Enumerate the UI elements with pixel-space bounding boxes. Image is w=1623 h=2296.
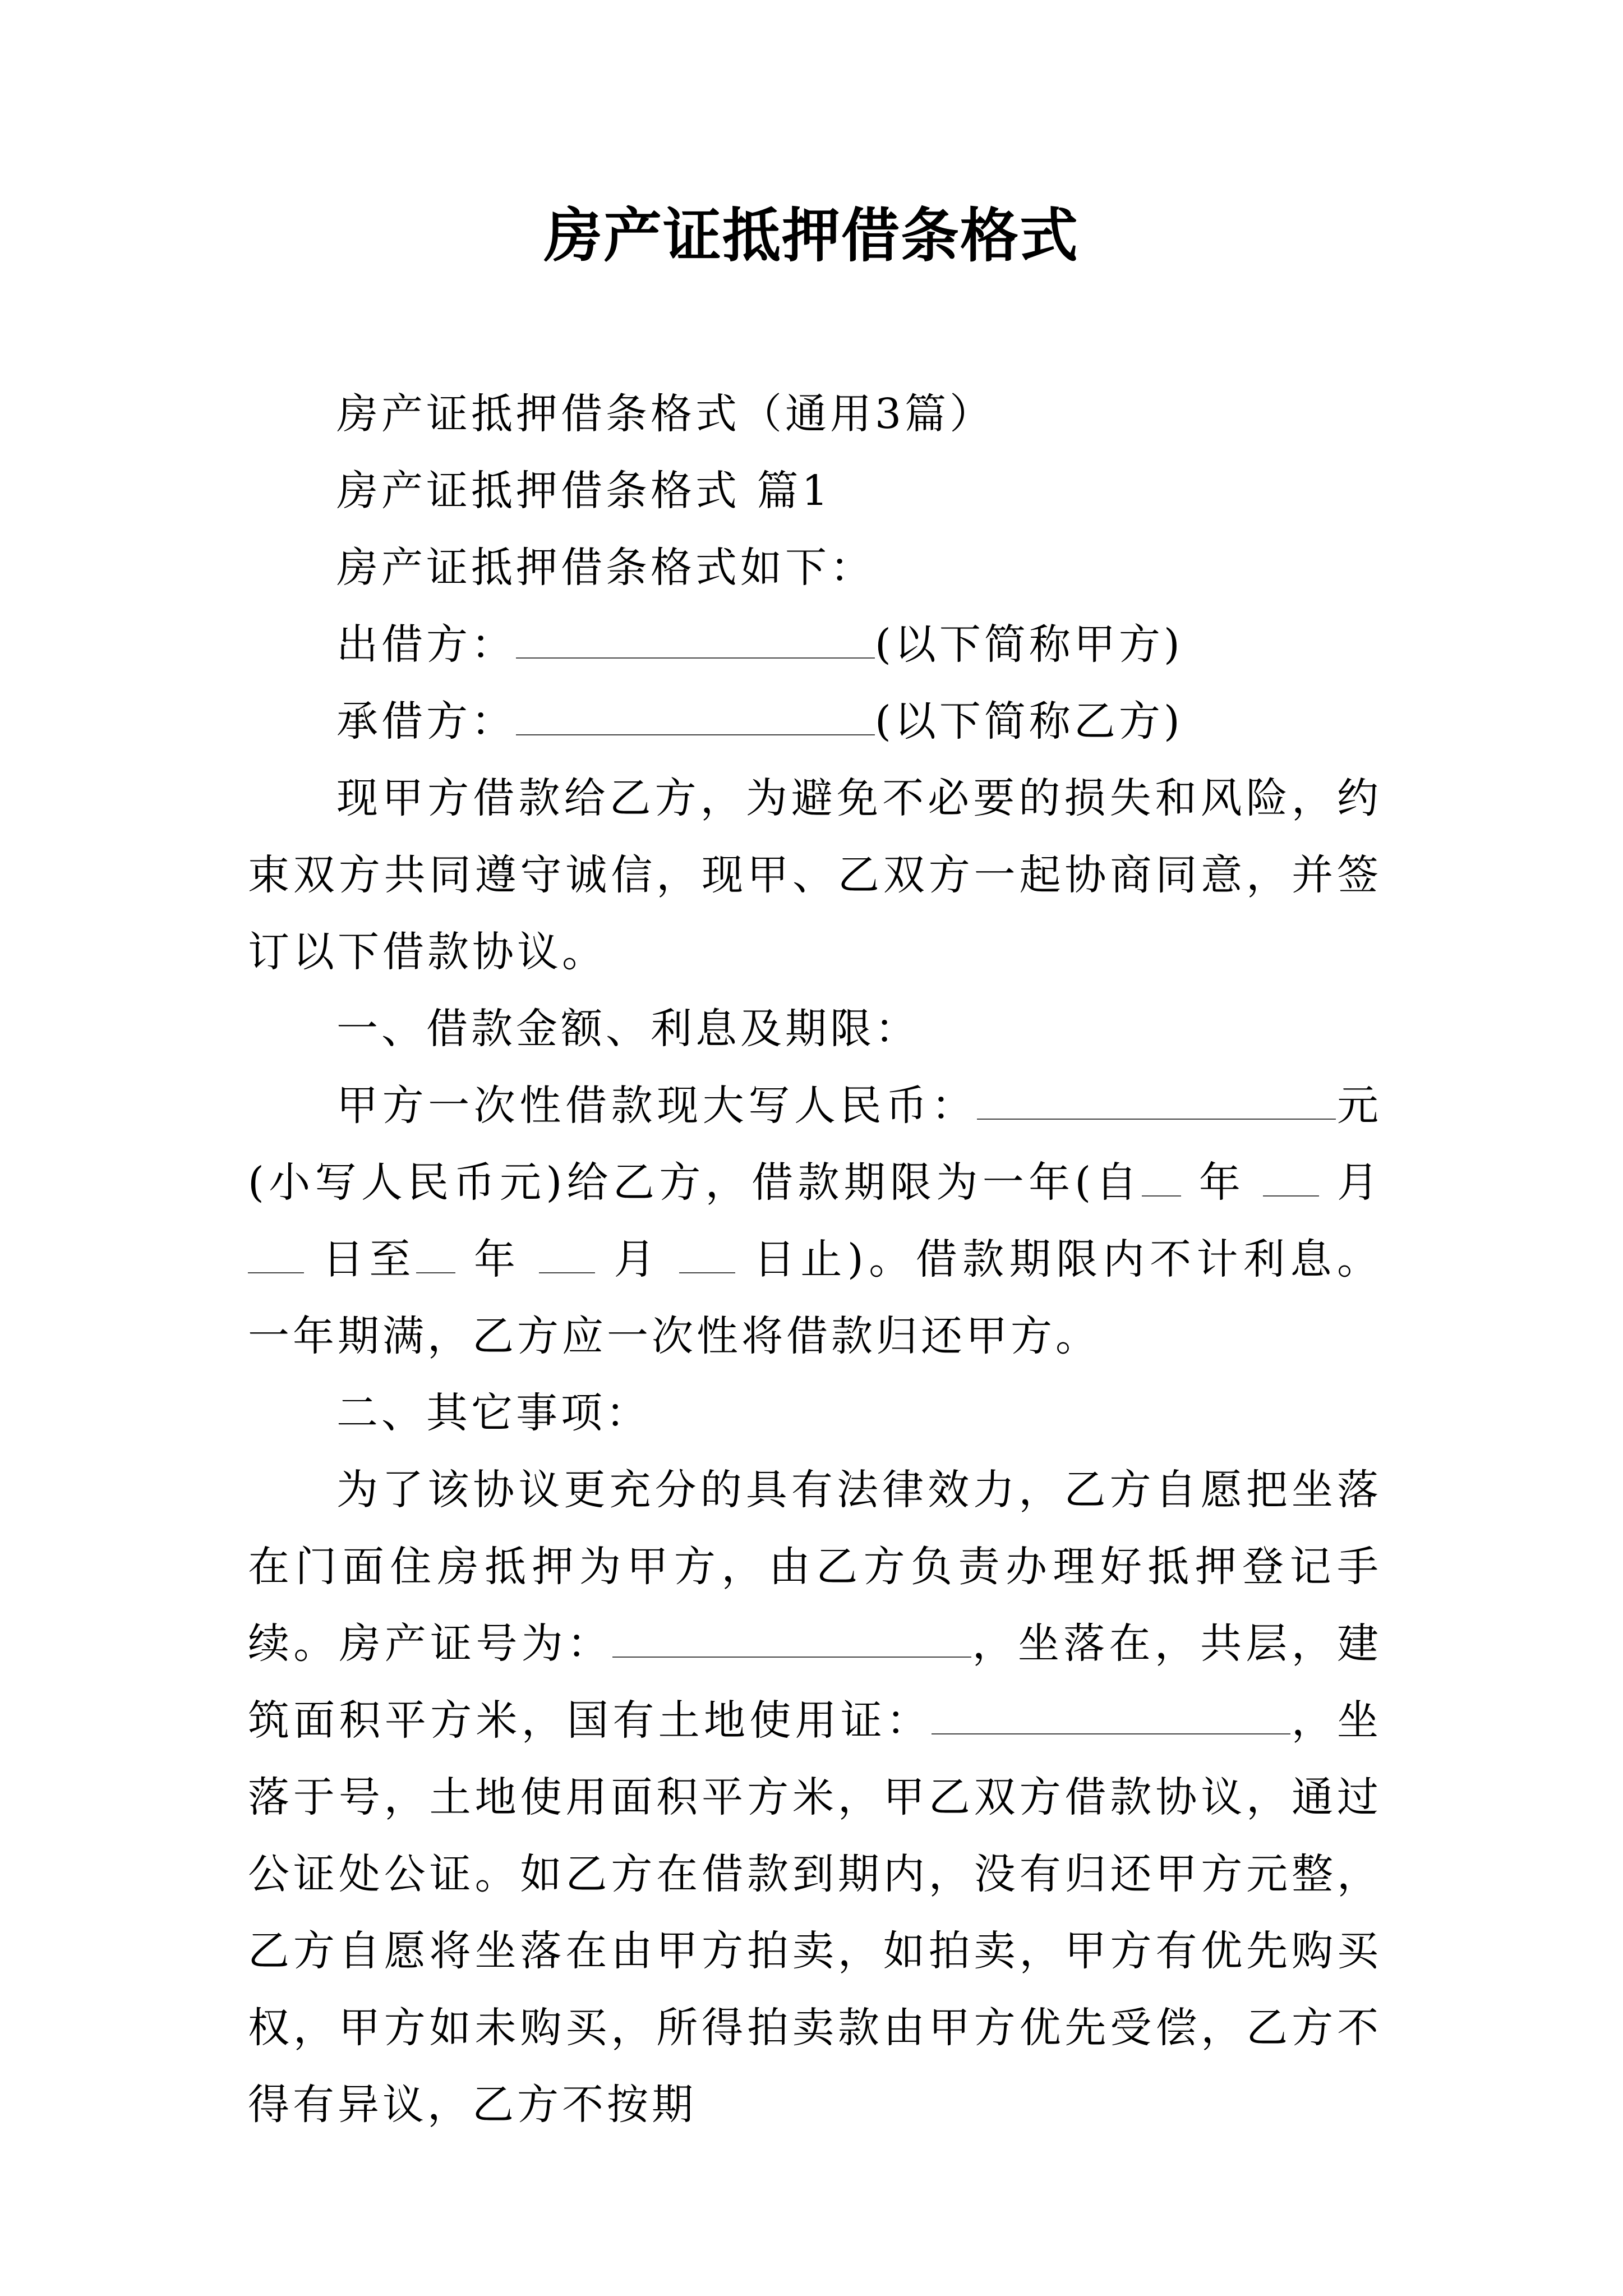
lead-text: 房产证抵押借条格式如下： bbox=[336, 544, 875, 592]
start-month-blank bbox=[1263, 1158, 1319, 1197]
agreement-paragraph: 现甲方借款给乙方，为避免不必要的损失和风险，约束双方共同遵守诚信，现甲、乙双方一起协商同意，并签订以下借款协议。 bbox=[248, 774, 1382, 976]
start-year-blank bbox=[1142, 1158, 1181, 1197]
document-title: 房产证抵押借条格式 bbox=[543, 201, 1079, 270]
clause2-text-1: 为了该协议更充分的具有法律效力，乙方自愿把坐落在门面住房抵押为甲方，由乙方负责办理好抵押登记手续。房产证号为： bbox=[248, 1466, 1382, 1668]
borrower-line bbox=[248, 683, 1382, 760]
clause1-text-8: 日止)。借款期限内不计利息。一年期满，乙方应一次性将借款归还甲方。 bbox=[248, 1235, 1382, 1360]
clause1-text-4: 月 bbox=[1336, 1158, 1382, 1207]
clause2-text-2: ，坐落在，共层，建筑面积平方米，国有土地使用证： bbox=[248, 1619, 1382, 1745]
clause1-text-2: 元(小写人民币元)给乙方，借款期限为一年(自 bbox=[248, 1082, 1382, 1207]
lender-suffix: (以下简称甲方) bbox=[875, 620, 1183, 669]
end-month-blank bbox=[539, 1235, 595, 1273]
intro-heading: 房产证抵押借条格式（通用3篇） bbox=[336, 390, 995, 438]
land-cert-blank bbox=[932, 1696, 1290, 1734]
clause1-text-6: 年 bbox=[473, 1235, 521, 1283]
deed-number-blank bbox=[612, 1619, 971, 1658]
borrower-suffix: (以下简称乙方) bbox=[875, 697, 1183, 746]
clause1-text-3: 年 bbox=[1198, 1158, 1246, 1207]
borrower-label: 承借方： bbox=[336, 697, 516, 746]
clause2-text-3: ，坐落于号，土地使用面积平方米，甲乙双方借款协议，通过公证处公证。如乙方在借款到期内，没有归还甲方元整，乙方自愿将坐落在由甲方拍卖，如拍卖，甲方有优先购买权，甲方如未购买，所得拍卖款由甲方优先受偿，乙方不得有异议，乙方不按期 bbox=[248, 1696, 1382, 2129]
lender-label: 出借方： bbox=[336, 620, 516, 669]
clause1-text-7: 月 bbox=[614, 1235, 661, 1283]
clause2-paragraph bbox=[248, 1452, 1382, 2143]
clause1-text-1: 甲方一次性借款现大写人民币： bbox=[336, 1082, 978, 1130]
lender-blank bbox=[516, 620, 875, 659]
amount-blank bbox=[977, 1081, 1336, 1120]
start-day-blank bbox=[248, 1235, 304, 1273]
end-year-blank bbox=[416, 1235, 455, 1273]
clause1-paragraph bbox=[248, 1068, 1382, 1375]
lender-line bbox=[248, 606, 1382, 683]
borrower-blank bbox=[516, 697, 875, 735]
clause1-text-5: 日至 bbox=[322, 1235, 416, 1283]
end-day-blank bbox=[679, 1235, 735, 1273]
section-heading: 房产证抵押借条格式 篇1 bbox=[336, 467, 832, 515]
clause2-heading: 二、其它事项： bbox=[336, 1389, 651, 1437]
clause1-heading: 一、借款金额、利息及期限： bbox=[336, 1005, 920, 1053]
